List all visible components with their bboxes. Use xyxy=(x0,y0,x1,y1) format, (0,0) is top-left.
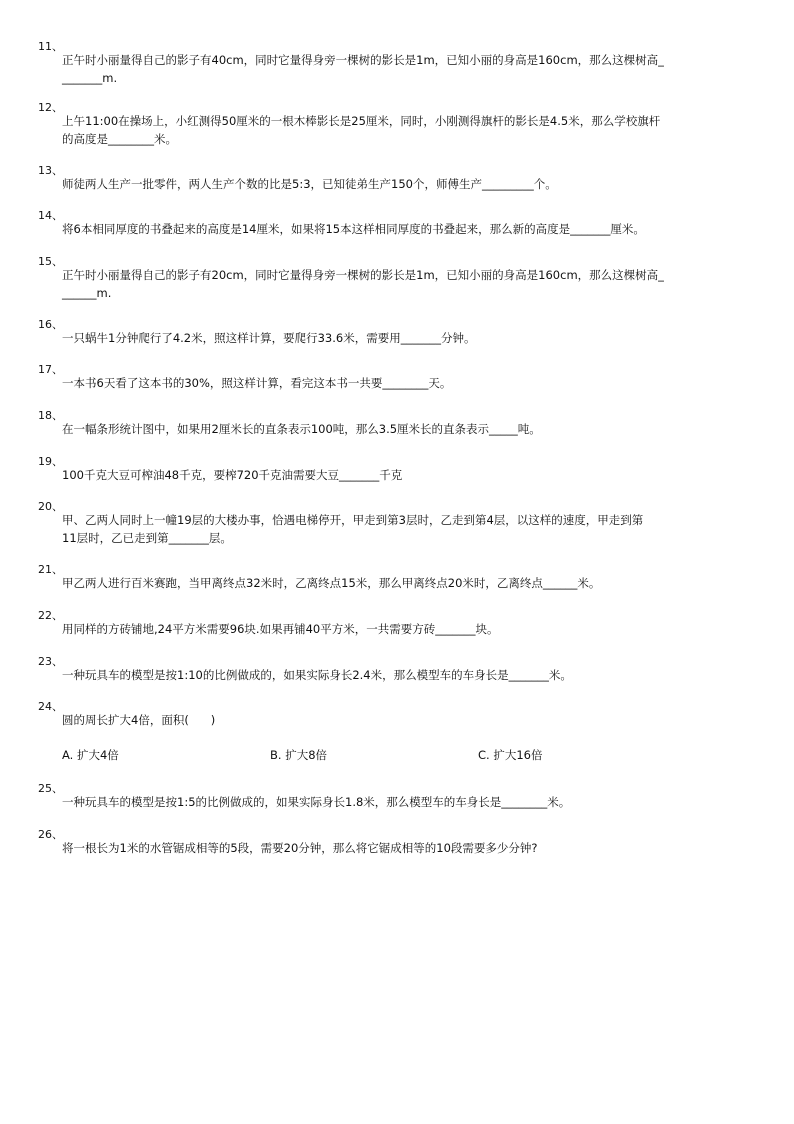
question-number: 20、 xyxy=(38,500,63,513)
question-text: 正午时小丽量得自己的影子有40cm，同时它量得身旁一棵树的影长是1m，已知小丽的身高是160cm，那么这棵树高_ _______m. xyxy=(62,53,664,85)
question-number: 17、 xyxy=(38,363,63,376)
question-text: 师徒两人生产一批零件，两人生产个数的比是5:3，已知徒弟生产150个，师傅生产_________个。 xyxy=(62,177,557,191)
question-text: 上午11:00在操场上，小红测得50厘米的一根木棒影长是25厘米，同时，小刚测得旗杆的影长是4.5米，那么学校旗杆 的高度是________米。 xyxy=(62,114,661,146)
question-number: 24、 xyxy=(38,700,63,713)
question-text: 100千克大豆可榨油48千克，要榨720千克油需要大豆_______千克 xyxy=(62,468,403,482)
question-text: 甲乙两人进行百米赛跑，当甲离终点32米时，乙离终点15米，那么甲离终点20米时，乙离终点______米。 xyxy=(62,576,601,590)
question-number: 22、 xyxy=(38,609,63,622)
question-text: 将6本相同厚度的书叠起来的高度是14厘米，如果将15本这样相同厚度的书叠起来，那么新的高度是_______厘米。 xyxy=(62,222,645,236)
question-text: 圆的周长扩大4倍，面积( ) xyxy=(62,713,216,727)
answer-options xyxy=(62,746,722,764)
question-text: 将一根长为1米的水管锯成相等的5段，需要20分钟，那么将它锯成相等的10段需要多少分钟? xyxy=(62,841,538,855)
question-text: 一种玩具车的模型是按1:5的比例做成的，如果实际身长1.8米，那么模型车的车身长是________米。 xyxy=(62,795,571,809)
question-text: 一只蜗牛1分钟爬行了4.2米，照这样计算，要爬行33.6米，需要用_______分钟。 xyxy=(62,331,476,345)
question-number: 15、 xyxy=(38,255,63,268)
option-a[interactable]: A. 扩大4倍 xyxy=(62,748,119,762)
question-number: 12、 xyxy=(38,101,63,114)
question-number: 25、 xyxy=(38,782,63,795)
question-text: 在一幅条形统计图中，如果用2厘米长的直条表示100吨，那么3.5厘米长的直条表示_____吨。 xyxy=(62,422,541,436)
question-text: 甲、乙两人同时上一幢19层的大楼办事，恰遇电梯停开，甲走到第3层时，乙走到第4层，以这样的速度，甲走到第 11层时，乙已走到第_______层。 xyxy=(62,513,644,545)
question-number: 13、 xyxy=(38,164,63,177)
question-number: 23、 xyxy=(38,655,63,668)
question-text: 一种玩具车的模型是按1:10的比例做成的，如果实际身长2.4米，那么模型车的车身长是_______米。 xyxy=(62,668,572,682)
option-c[interactable]: C. 扩大16倍 xyxy=(478,748,543,762)
option-b[interactable]: B. 扩大8倍 xyxy=(270,748,328,762)
question-number: 11、 xyxy=(38,40,63,53)
question-number: 21、 xyxy=(38,563,63,576)
question-number: 16、 xyxy=(38,318,63,331)
question-number: 19、 xyxy=(38,455,63,468)
question-number: 18、 xyxy=(38,409,63,422)
question-text: 正午时小丽量得自己的影子有20cm，同时它量得身旁一棵树的影长是1m，已知小丽的身高是160cm，那么这棵树高_ ______m. xyxy=(62,268,664,300)
question-number: 26、 xyxy=(38,828,63,841)
question-text: 用同样的方砖铺地,24平方米需要96块.如果再铺40平方米，一共需要方砖_______块。 xyxy=(62,622,499,636)
question-text: 一本书6天看了这本书的30%，照这样计算，看完这本书一共要________天。 xyxy=(62,376,452,390)
question-number: 14、 xyxy=(38,209,63,222)
